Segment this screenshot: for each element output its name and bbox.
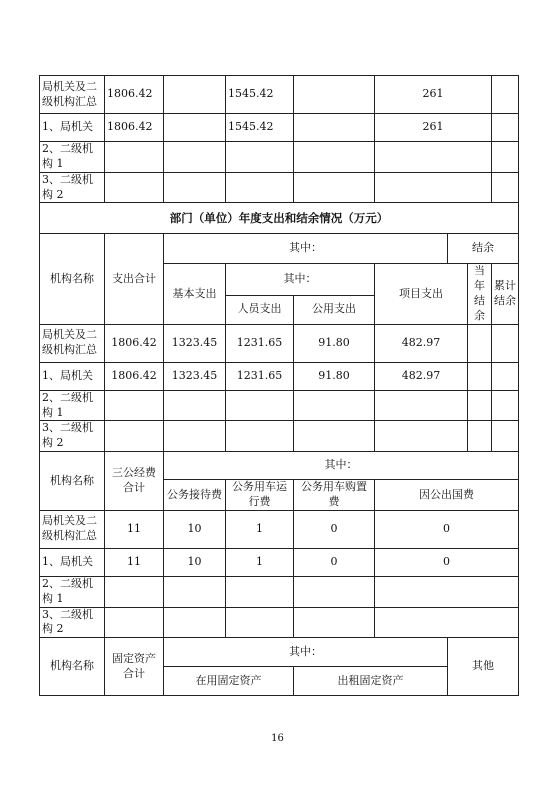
header-basic: 基本支出 [164, 264, 226, 324]
header-of-which-inner: 其中： [226, 264, 375, 295]
empty-cell [294, 76, 375, 114]
value-cell [468, 324, 492, 362]
org-name-cell: 1、局机关 [40, 114, 105, 142]
header-cumulative: 累计结余 [492, 264, 519, 324]
header-row [40, 452, 519, 480]
section-title: 部门（单位）年度支出和结余情况（万元） [40, 203, 519, 234]
header-rented: 出租固定资产 [294, 667, 448, 696]
header-other: 其他 [448, 638, 519, 696]
header-project: 项目支出 [375, 264, 468, 324]
org-name-cell: 局机关及二级机构汇总 [40, 76, 105, 114]
empty-cell [492, 114, 519, 142]
table-row [40, 76, 519, 114]
empty-cell [294, 172, 375, 203]
table-row [40, 114, 519, 142]
org-name-cell: 局机关及二级机构汇总 [40, 324, 105, 362]
empty-cell [164, 76, 226, 114]
empty-cell [164, 172, 226, 203]
value-cell [375, 607, 519, 638]
value-cell [164, 607, 226, 638]
value-cell [492, 421, 519, 452]
empty-cell [294, 114, 375, 142]
budget-table [39, 75, 519, 696]
value-cell: 1 [226, 548, 294, 576]
page-number: 16 [271, 733, 284, 744]
header-current-year: 当年结余 [468, 264, 492, 324]
table-row [40, 510, 519, 548]
org-name-cell: 2、二级机构 1 [40, 142, 105, 173]
header-of-which: 其中： [164, 638, 448, 667]
value-cell: 261 [375, 114, 492, 142]
value-cell [105, 172, 164, 203]
header-total: 固定资产合计 [105, 638, 164, 696]
empty-cell [294, 142, 375, 173]
table-row [40, 142, 519, 173]
header-vehicle-buy: 公务用车购置费 [294, 480, 375, 511]
value-cell [226, 576, 294, 607]
table-row [40, 390, 519, 421]
org-name-cell: 2、二级机构 1 [40, 390, 105, 421]
value-cell: 0 [294, 548, 375, 576]
value-cell [375, 142, 492, 173]
header-public: 公用支出 [294, 295, 375, 324]
header-abroad: 因公出国费 [375, 480, 519, 511]
value-cell: 482.97 [375, 362, 468, 390]
value-cell [375, 576, 519, 607]
value-cell: 1545.42 [226, 76, 294, 114]
empty-cell [492, 142, 519, 173]
value-cell [226, 142, 294, 173]
table-row [40, 324, 519, 362]
org-name-cell: 3、二级机构 2 [40, 607, 105, 638]
value-cell [164, 421, 226, 452]
value-cell: 0 [375, 548, 519, 576]
header-org-name: 机构名称 [40, 452, 105, 511]
org-name-cell: 局机关及二级机构汇总 [40, 510, 105, 548]
value-cell [226, 172, 294, 203]
value-cell: 10 [164, 510, 226, 548]
value-cell: 10 [164, 548, 226, 576]
table-row [40, 607, 519, 638]
value-cell: 0 [375, 510, 519, 548]
org-name-cell: 2、二级机构 1 [40, 576, 105, 607]
value-cell [105, 576, 164, 607]
header-vehicle-run: 公务用车运行费 [226, 480, 294, 511]
header-of-which: 其中： [164, 234, 448, 264]
table-row [40, 172, 519, 203]
value-cell: 261 [375, 76, 492, 114]
value-cell [468, 362, 492, 390]
value-cell [468, 421, 492, 452]
value-cell [164, 576, 226, 607]
value-cell [105, 142, 164, 173]
value-cell [294, 390, 375, 421]
value-cell [226, 607, 294, 638]
org-name-cell: 3、二级机构 2 [40, 421, 105, 452]
value-cell [492, 324, 519, 362]
table-row [40, 548, 519, 576]
value-cell [105, 421, 164, 452]
empty-cell [492, 76, 519, 114]
value-cell: 11 [105, 548, 164, 576]
header-total: 三公经费合计 [105, 452, 164, 511]
value-cell: 1545.42 [226, 114, 294, 142]
table-row [40, 576, 519, 607]
table-row [40, 362, 519, 390]
value-cell [294, 607, 375, 638]
value-cell: 91.80 [294, 362, 375, 390]
value-cell: 1806.42 [105, 114, 164, 142]
value-cell [492, 390, 519, 421]
value-cell: 91.80 [294, 324, 375, 362]
value-cell [294, 421, 375, 452]
org-name-cell: 3、二级机构 2 [40, 172, 105, 203]
org-name-cell: 1、局机关 [40, 548, 105, 576]
value-cell: 1 [226, 510, 294, 548]
value-cell [164, 390, 226, 421]
value-cell [226, 421, 294, 452]
empty-cell [164, 142, 226, 173]
header-org-name: 机构名称 [40, 234, 105, 324]
value-cell [105, 607, 164, 638]
value-cell: 482.97 [375, 324, 468, 362]
value-cell [294, 576, 375, 607]
value-cell: 1323.45 [164, 362, 226, 390]
value-cell [105, 390, 164, 421]
empty-cell [164, 114, 226, 142]
value-cell: 1806.42 [105, 362, 164, 390]
value-cell [375, 421, 468, 452]
value-cell: 1806.42 [105, 76, 164, 114]
value-cell: 1231.65 [226, 324, 294, 362]
value-cell [226, 390, 294, 421]
value-cell [468, 390, 492, 421]
header-of-which: 其中： [164, 452, 519, 480]
section-title-row [40, 203, 519, 234]
value-cell: 0 [294, 510, 375, 548]
org-name-cell: 1、局机关 [40, 362, 105, 390]
value-cell [375, 390, 468, 421]
header-row [40, 638, 519, 667]
header-surplus: 结余 [448, 234, 519, 264]
value-cell: 11 [105, 510, 164, 548]
table-row [40, 421, 519, 452]
value-cell [375, 172, 492, 203]
value-cell: 1231.65 [226, 362, 294, 390]
header-in-use: 在用固定资产 [164, 667, 294, 696]
empty-cell [492, 172, 519, 203]
header-row [40, 234, 519, 264]
header-org-name: 机构名称 [40, 638, 105, 696]
header-reception: 公务接待费 [164, 480, 226, 511]
header-total: 支出合计 [105, 234, 164, 324]
value-cell [492, 362, 519, 390]
value-cell: 1806.42 [105, 324, 164, 362]
value-cell: 1323.45 [164, 324, 226, 362]
header-personnel: 人员支出 [226, 295, 294, 324]
